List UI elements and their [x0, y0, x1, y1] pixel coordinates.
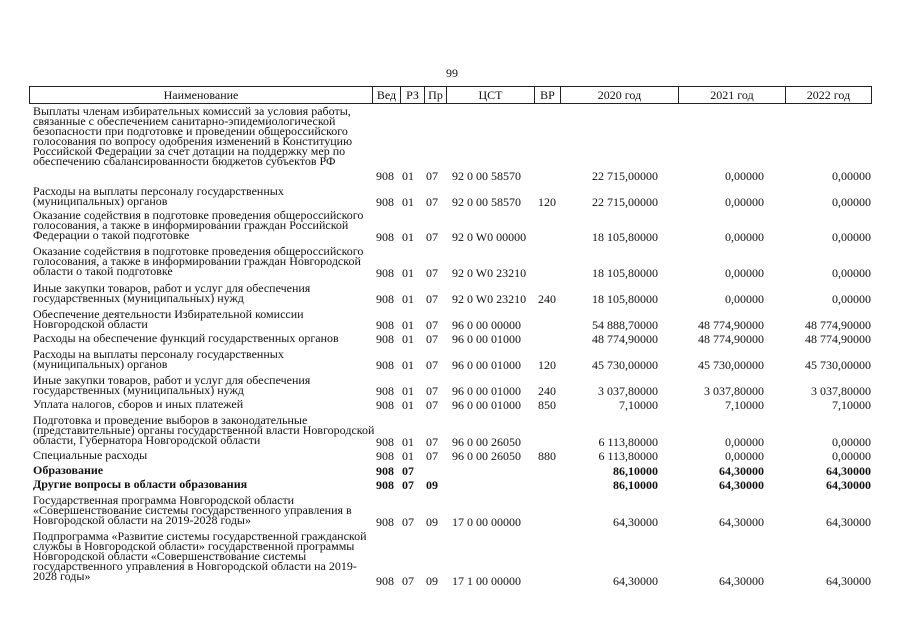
- row-ved: 908: [376, 449, 394, 463]
- table-row: [0, 349, 904, 371]
- row-name: Расходы на выплаты персоналу государственных (муниципальных) органов: [33, 347, 284, 371]
- row-ved: 908: [376, 464, 394, 478]
- table-row: [0, 333, 904, 345]
- row-ved: 908: [376, 358, 394, 372]
- row-name: Уплата налогов, сборов и иных платежей: [33, 397, 244, 411]
- row-pr: 07: [426, 398, 438, 412]
- table-row: [0, 309, 904, 331]
- row-y2020: 22 715,00000: [592, 169, 658, 183]
- row-cst: 92 0 W0 23210: [452, 292, 527, 306]
- row-rz: 01: [402, 169, 414, 183]
- row-rz: 01: [402, 195, 414, 209]
- row-y2020: 64,30000: [613, 515, 658, 529]
- row-name: Другие вопросы в области образования: [33, 477, 248, 491]
- row-y2020: 64,30000: [613, 574, 658, 588]
- row-vr: 120: [538, 358, 556, 372]
- row-name: Подготовка и проведение выборов в законодательные (представительные) органы государственной власти Новгородской области, Губернатора Новгородской области: [33, 413, 375, 447]
- table-row: [0, 375, 904, 397]
- row-y2021: 0,00000: [725, 266, 764, 280]
- row-ved: 908: [376, 292, 394, 306]
- row-rz: 01: [402, 332, 414, 346]
- row-y2022: 0,00000: [832, 292, 871, 306]
- row-ved: 908: [376, 515, 394, 529]
- row-y2022: 45 730,00000: [805, 358, 871, 372]
- row-vr: 120: [538, 195, 556, 209]
- row-ved: 908: [376, 318, 394, 332]
- row-pr: 09: [426, 478, 438, 492]
- row-name: Расходы на выплаты персоналу государственных (муниципальных) органов: [33, 184, 284, 208]
- row-name: Государственная программа Новгородской области «Совершенствование системы государственного управления в Новгородской области на 2019-2028 годы»: [33, 493, 352, 527]
- header-ved: Вед: [372, 87, 400, 103]
- row-ved: 908: [376, 435, 394, 449]
- row-cst: 96 0 00 01000: [452, 384, 521, 398]
- row-rz: 01: [402, 398, 414, 412]
- row-vr: 240: [538, 384, 556, 398]
- row-y2022: 48 774,90000: [805, 332, 871, 346]
- header-pr: Пр: [424, 87, 446, 103]
- row-pr: 07: [426, 358, 438, 372]
- row-name: Образование: [33, 463, 104, 477]
- row-cst: 96 0 00 01000: [452, 358, 521, 372]
- row-cst: 92 0 W0 23210: [452, 266, 527, 280]
- row-pr: 07: [426, 384, 438, 398]
- row-cst: 96 0 00 26050: [452, 449, 521, 463]
- row-rz: 01: [402, 292, 414, 306]
- row-pr: 07: [426, 292, 438, 306]
- row-cst: 17 1 00 00000: [452, 574, 521, 588]
- row-y2022: 0,00000: [832, 230, 871, 244]
- header-vr: ВР: [534, 87, 560, 103]
- row-rz: 01: [402, 449, 414, 463]
- row-pr: 09: [426, 515, 438, 529]
- row-rz: 01: [402, 435, 414, 449]
- row-ved: 908: [376, 195, 394, 209]
- row-y2020: 3 037,80000: [598, 384, 658, 398]
- table-row: [0, 531, 904, 587]
- row-name: Иные закупки товаров, работ и услуг для обеспечения государственных (муниципальных) нужд: [33, 281, 311, 305]
- row-pr: 07: [426, 435, 438, 449]
- table-row: [0, 399, 904, 411]
- row-y2020: 86,10000: [613, 464, 658, 478]
- row-ved: 908: [376, 384, 394, 398]
- row-vr: 850: [538, 398, 556, 412]
- page-number: 99: [446, 66, 458, 80]
- row-y2022: 64,30000: [826, 464, 871, 478]
- row-cst: 92 0 00 58570: [452, 169, 521, 183]
- row-y2021: 48 774,90000: [698, 318, 764, 332]
- row-vr: 880: [538, 449, 556, 463]
- table-row: [0, 415, 904, 448]
- row-name: Оказание содействия в подготовке проведения общероссийского голосования, а также в информировании граждан Российской Федерации о такой подготовке: [33, 208, 364, 242]
- row-cst: 96 0 00 01000: [452, 398, 521, 412]
- row-pr: 07: [426, 195, 438, 209]
- row-cst: 17 0 00 00000: [452, 515, 521, 529]
- row-ved: 908: [376, 478, 394, 492]
- row-y2022: 3 037,80000: [811, 384, 871, 398]
- table-row: [0, 479, 904, 491]
- table-row: [0, 465, 904, 477]
- row-y2021: 0,00000: [725, 169, 764, 183]
- row-pr: 07: [426, 169, 438, 183]
- row-rz: 07: [402, 478, 414, 492]
- row-y2020: 48 774,90000: [592, 332, 658, 346]
- row-cst: 96 0 00 26050: [452, 435, 521, 449]
- row-cst: 96 0 00 00000: [452, 318, 521, 332]
- header-2022: 2022 год: [785, 87, 872, 103]
- row-ved: 908: [376, 230, 394, 244]
- row-rz: 01: [402, 384, 414, 398]
- row-y2022: 48 774,90000: [805, 318, 871, 332]
- table-header: [29, 86, 872, 104]
- row-ved: 908: [376, 332, 394, 346]
- row-pr: 07: [426, 266, 438, 280]
- table-row: [0, 495, 904, 528]
- row-y2022: 64,30000: [826, 478, 871, 492]
- row-y2021: 0,00000: [725, 292, 764, 306]
- row-y2022: 7,10000: [832, 398, 871, 412]
- row-y2022: 0,00000: [832, 435, 871, 449]
- row-y2020: 7,10000: [619, 398, 658, 412]
- row-cst: 96 0 00 01000: [452, 332, 521, 346]
- row-y2020: 6 113,80000: [598, 435, 658, 449]
- row-cst: 92 0 00 58570: [452, 195, 521, 209]
- row-y2021: 0,00000: [725, 449, 764, 463]
- header-rz: РЗ: [400, 87, 424, 103]
- row-y2022: 0,00000: [832, 195, 871, 209]
- row-y2021: 64,30000: [719, 515, 764, 529]
- table-row: [0, 450, 904, 462]
- row-y2021: 0,00000: [725, 195, 764, 209]
- row-rz: 01: [402, 230, 414, 244]
- row-y2021: 7,10000: [725, 398, 764, 412]
- row-y2021: 45 730,00000: [698, 358, 764, 372]
- table-row: [0, 106, 904, 182]
- row-ved: 908: [376, 266, 394, 280]
- row-y2020: 18 105,80000: [592, 266, 658, 280]
- header-name: Наименование: [29, 87, 372, 103]
- row-name: Иные закупки товаров, работ и услуг для обеспечения государственных (муниципальных) нужд: [33, 373, 311, 397]
- row-y2020: 45 730,00000: [592, 358, 658, 372]
- table-row: [0, 246, 904, 279]
- row-name: Оказание содействия в подготовке проведения общероссийского голосования, а также в информировании граждан Новгородской области о такой подготовке: [33, 244, 364, 278]
- table-row: [0, 186, 904, 208]
- row-cst: 92 0 W0 00000: [452, 230, 527, 244]
- row-y2020: 86,10000: [613, 478, 658, 492]
- row-name: Обеспечение деятельности Избирательной комиссии Новгородской области: [33, 307, 304, 331]
- row-rz: 07: [402, 515, 414, 529]
- row-y2021: 0,00000: [725, 435, 764, 449]
- table-row: [0, 210, 904, 243]
- row-y2022: 64,30000: [826, 515, 871, 529]
- row-pr: 07: [426, 332, 438, 346]
- row-ved: 908: [376, 398, 394, 412]
- row-rz: 01: [402, 358, 414, 372]
- row-pr: 09: [426, 574, 438, 588]
- row-rz: 07: [402, 574, 414, 588]
- row-name: Специальные расходы: [33, 448, 148, 462]
- row-ved: 908: [376, 169, 394, 183]
- row-y2021: 3 037,80000: [704, 384, 764, 398]
- row-pr: 07: [426, 230, 438, 244]
- row-y2021: 64,30000: [719, 464, 764, 478]
- row-y2020: 6 113,80000: [598, 449, 658, 463]
- row-y2022: 64,30000: [826, 574, 871, 588]
- row-name: Расходы на обеспечение функций государственных органов: [33, 331, 339, 345]
- row-rz: 01: [402, 266, 414, 280]
- row-y2021: 64,30000: [719, 478, 764, 492]
- row-rz: 07: [402, 464, 414, 478]
- row-y2021: 48 774,90000: [698, 332, 764, 346]
- row-y2022: 0,00000: [832, 449, 871, 463]
- row-vr: 240: [538, 292, 556, 306]
- row-name: Выплаты членам избирательных комиссий за условия работы, связанные с обеспечением санитарно-эпидемиологической безопасности при подготовке и проведении общероссийского голосования по вопросу одобрения изменений в Конституцию Российской Федерации за счет дотации на поддержку мер по обеспечению сбалансированности бюджетов субъектов РФ: [33, 104, 353, 168]
- row-y2020: 18 105,80000: [592, 292, 658, 306]
- row-ved: 908: [376, 574, 394, 588]
- header-2021: 2021 год: [678, 87, 785, 103]
- header-cst: ЦСТ: [446, 87, 534, 103]
- row-y2020: 22 715,00000: [592, 195, 658, 209]
- row-y2021: 64,30000: [719, 574, 764, 588]
- row-pr: 07: [426, 318, 438, 332]
- row-y2022: 0,00000: [832, 266, 871, 280]
- header-2020: 2020 год: [560, 87, 678, 103]
- row-y2020: 54 888,70000: [592, 318, 658, 332]
- row-pr: 07: [426, 449, 438, 463]
- row-name: Подпрограмма «Развитие системы государственной гражданской службы в Новгородской области» государственной программы Новгородской области «Совершенствование системы государственного управления в Новгородской области на 2019-2028 годы»: [33, 529, 367, 583]
- row-y2021: 0,00000: [725, 230, 764, 244]
- table-row: [0, 283, 904, 305]
- row-rz: 01: [402, 318, 414, 332]
- row-y2022: 0,00000: [832, 169, 871, 183]
- row-y2020: 18 105,80000: [592, 230, 658, 244]
